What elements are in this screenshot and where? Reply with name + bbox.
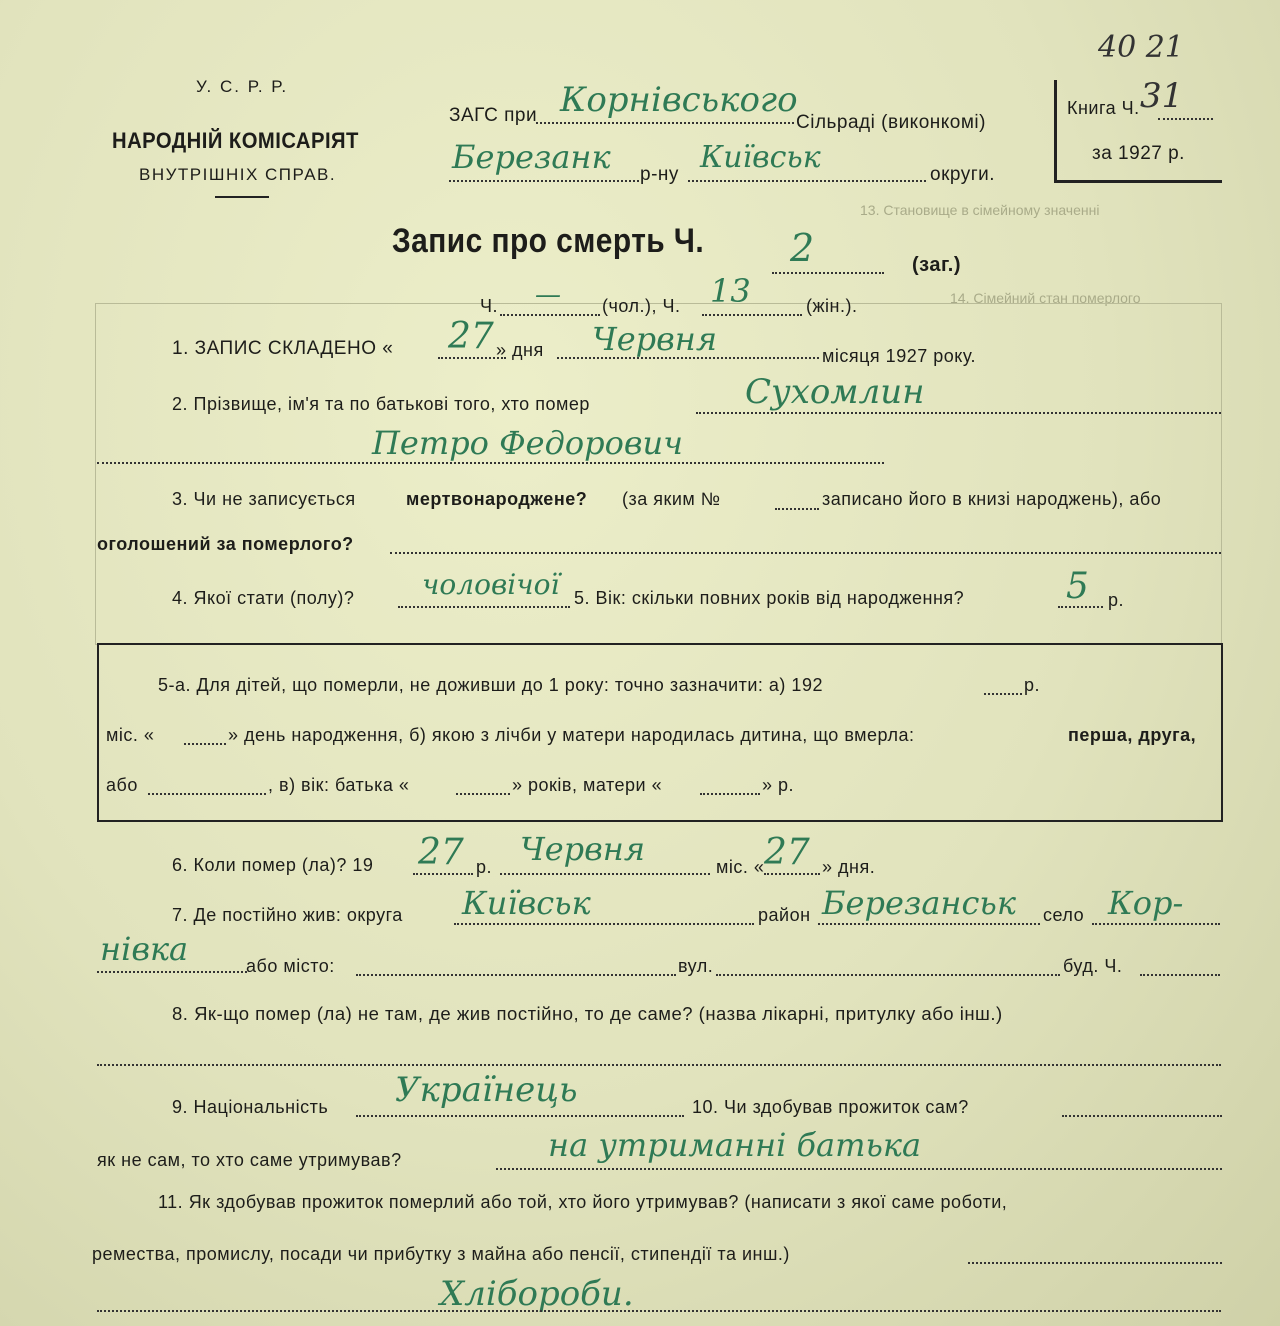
okrug-handwritten: Київськ: [700, 140, 821, 175]
item9-label: 9. Національність: [172, 1097, 329, 1117]
item5a-month-line: [184, 743, 226, 745]
item4-sex-line: [398, 606, 570, 608]
item9-nationality-handwritten: Українець: [395, 1070, 578, 1110]
item5a-year-unit: р.: [1024, 675, 1041, 695]
item6-label: 6. Коли помер (ла)? 19: [172, 855, 374, 875]
item10-self-line: [1062, 1115, 1222, 1117]
item6-month-label: міс. «: [716, 857, 765, 877]
item3-label-a: 3. Чи не записується: [172, 489, 356, 509]
item5a-line3-b: » років, матери «: [512, 775, 663, 795]
item5a-order-line: [148, 793, 266, 795]
item11-line2: ремества, промислу, посади чи прибутку з майна або пенсії, стипендії та инш.): [92, 1244, 790, 1264]
item7-label: 7. Де постійно жив: округа: [172, 905, 403, 925]
book-year: за 1927 р.: [1092, 143, 1185, 164]
ussr-header: У. С. Р. Р.: [196, 77, 289, 96]
book-label: Книга Ч.: [1067, 98, 1140, 118]
bleed-text-2: 14. Сімейний стан померлого: [950, 290, 1141, 306]
item5-year-unit: р.: [1108, 590, 1125, 610]
item2-line-2: [97, 462, 884, 464]
item3-number-line: [775, 508, 819, 510]
item5a-father-age-line: [456, 793, 510, 795]
item10-label: 10. Чи здобував прожиток сам?: [692, 1097, 969, 1117]
item11-line-3: [97, 1310, 1221, 1312]
book-number-handwritten: 31: [1140, 76, 1184, 116]
male-count-handwritten: —: [535, 280, 561, 310]
item3-label-c: (за яким №: [622, 489, 721, 509]
zhin-label: (жін.).: [806, 296, 858, 316]
item3-declared-line: [390, 552, 1221, 554]
item7-rayon-line: [818, 923, 1040, 925]
silradi-label: Сільраді (виконкомі): [796, 112, 986, 133]
item7-house-line: [1140, 974, 1220, 976]
item5a-line3-end: » р.: [762, 775, 795, 795]
item8-label: 8. Як-що помер (ла) не там, де жив постійно, то де саме? (назва лікарні, притулку або інш.): [172, 1003, 1003, 1024]
female-count-handwritten: 13: [710, 272, 751, 310]
item3-label-d: записано його в книзі народжень), або: [822, 489, 1162, 509]
item4-label: 4. Якої стати (полу)?: [172, 588, 355, 608]
item7-selo-line: [1092, 923, 1220, 925]
item5a-first-second: перша, друга,: [1068, 725, 1197, 745]
item2-line-1: [696, 412, 1221, 414]
item7-okruga-line: [454, 923, 754, 925]
item6-month-line: [500, 873, 710, 875]
book-number-line: [1158, 118, 1213, 120]
item7-selo-line-2: [97, 971, 247, 973]
item1-month-handwritten: Червня: [592, 320, 718, 358]
record-number-line: [772, 272, 884, 274]
item6-year-handwritten: 27: [418, 832, 464, 873]
zag-label: (заг.): [912, 254, 962, 276]
item5a-line3: або: [106, 775, 138, 795]
item5a-year-line: [984, 693, 1022, 695]
item6-day-label: » дня.: [822, 857, 876, 877]
item1-year-label: місяця 1927 року.: [822, 346, 977, 366]
zags-handwritten: Корнівського: [560, 80, 798, 120]
book-corner-number: 40 21: [1098, 30, 1184, 65]
item6-year-line: [413, 873, 473, 875]
item7-selo-handwritten-2: нівка: [100, 930, 189, 968]
internal-affairs-header: ВНУТРІШНІХ СПРАВ.: [139, 165, 337, 184]
item7-okruga-handwritten: Київськ: [462, 884, 591, 922]
item7-selo-handwritten: Кор-: [1108, 884, 1184, 922]
female-count-line: [702, 314, 802, 316]
raion-label: р-ну: [640, 164, 679, 185]
record-number-handwritten: 2: [790, 226, 815, 270]
item6-month-handwritten: Червня: [520, 830, 646, 868]
item10-who-handwritten: на утриманні батька: [548, 1126, 922, 1164]
item4-sex-handwritten: чоловічої: [422, 568, 560, 601]
ch-label: Ч.: [480, 296, 498, 316]
item3-declared-dead: оголошений за померлого?: [97, 534, 354, 554]
item7-rayon-handwritten: Березанськ: [822, 884, 1016, 922]
item5a-line2: міс. «: [106, 725, 155, 745]
item11-line1: 11. Як здобував прожиток померлий або той, хто його утримував? (написати з якої саме роботи,: [158, 1192, 1008, 1212]
zags-line: [536, 122, 794, 124]
item2-label: 2. Прізвище, ім'я та по батькові того, хто помер: [172, 394, 590, 414]
item6-day-line: [764, 873, 820, 875]
item5a-line2-mid: » день народження, б) якою з лічби у матери народилась дитина, що вмерла:: [228, 725, 915, 745]
item5-label: 5. Вік: скільки повних років від народження?: [574, 588, 965, 608]
item8-line: [97, 1064, 1221, 1066]
item5-age-handwritten: 5: [1066, 566, 1089, 607]
item5a-line1: 5-а. Для дітей, що померли, не доживши до 1 року: точно зазначити: а) 192: [158, 675, 823, 695]
item7-house-label: буд. Ч.: [1063, 956, 1123, 976]
book-box: [1054, 80, 1222, 183]
item11-occupation-handwritten: Хлібороби.: [440, 1274, 634, 1314]
raion-line: [449, 180, 639, 182]
item2-name-handwritten: Петро Федорович: [372, 424, 684, 462]
item6-year-unit: р.: [476, 857, 493, 877]
item10-who-line: [496, 1168, 1222, 1170]
item7-city-line: [356, 974, 676, 976]
item3-stillborn: мертвонароджене?: [406, 489, 588, 509]
item1-day-handwritten: 27: [448, 316, 494, 357]
item2-surname-handwritten: Сухомлин: [745, 372, 925, 412]
raion-handwritten: Березанк: [452, 138, 611, 176]
item5a-mother-age-line: [700, 793, 760, 795]
item1-label: 1. ЗАПИС СКЛАДЕНО «: [172, 338, 394, 359]
item7-rayon-label: район: [758, 905, 811, 925]
item7-street-label: вул.: [678, 956, 714, 976]
okrug-label: округи.: [930, 164, 996, 185]
zags-label: ЗАГС при: [449, 105, 538, 126]
item7-street-line: [716, 974, 1060, 976]
bleed-text-1: 13. Становище в сімейному значенні: [860, 202, 1100, 218]
item5a-line3-mid: , в) вік: батька «: [268, 775, 410, 795]
item7-selo-label: село: [1043, 905, 1085, 925]
item6-day-handwritten: 27: [764, 832, 810, 873]
chol-label: (чол.), Ч.: [602, 296, 681, 316]
commissariat-header: НАРОДНІЙ КОМІСАРІЯТ: [112, 128, 359, 153]
item10-who-label: як не сам, то хто саме утримував?: [97, 1150, 402, 1170]
item11-line-2: [968, 1262, 1222, 1264]
item9-nationality-line: [356, 1115, 684, 1117]
record-title: Запис про смерть Ч.: [392, 222, 705, 260]
okrug-line: [688, 180, 926, 182]
male-count-line: [500, 314, 600, 316]
header-divider: [215, 196, 269, 198]
item1-day-label: » дня: [496, 340, 544, 360]
item7-city-label: або місто:: [246, 956, 335, 976]
